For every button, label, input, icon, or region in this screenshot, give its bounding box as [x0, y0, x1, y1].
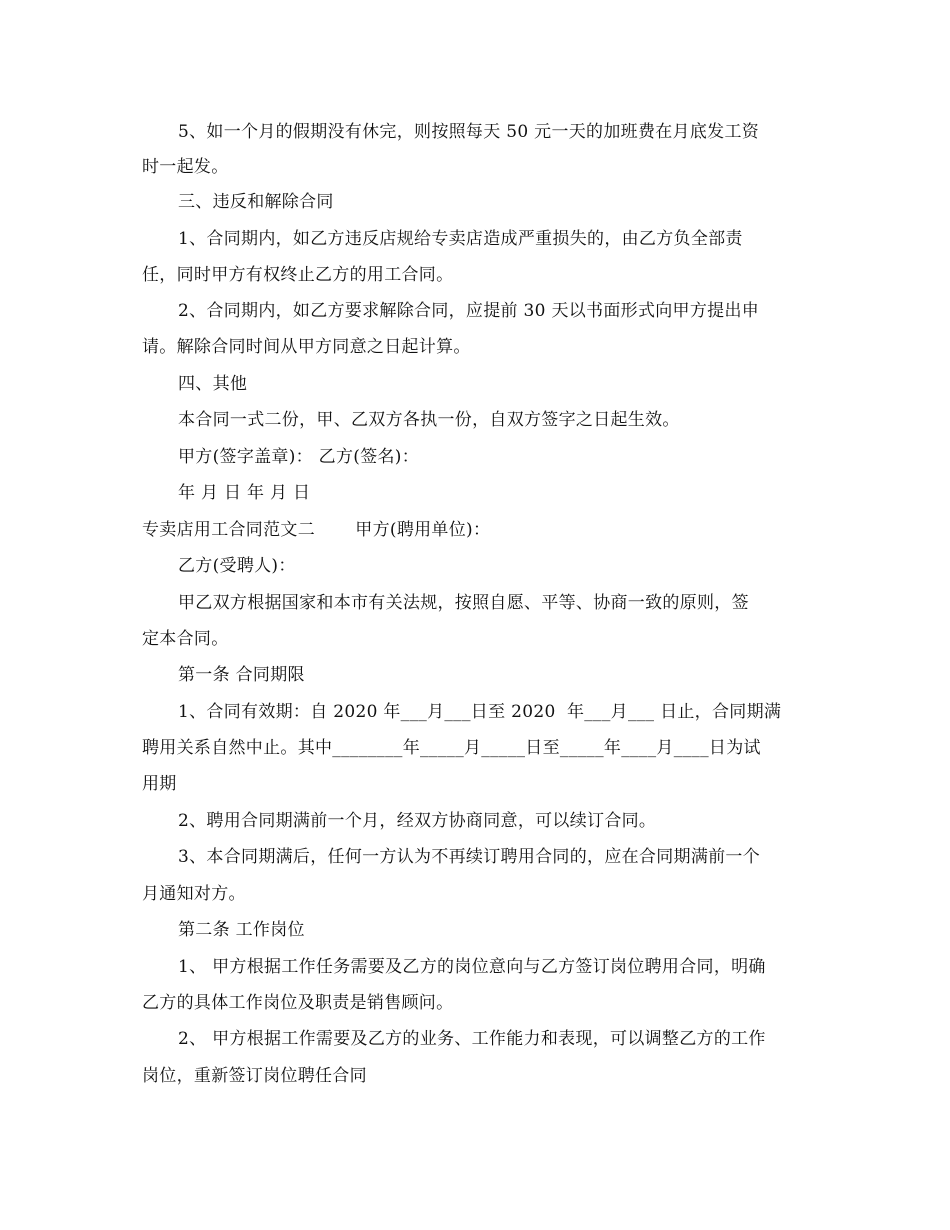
paragraph-line: 请。解除合同时间从甲方同意之日起计算。 — [142, 337, 471, 357]
paragraph-line: 1、 甲方根据工作任务需要及乙方的岗位意向与乙方签订岗位聘用合同，明确 — [178, 957, 766, 977]
article-heading: 第一条 合同期限 — [178, 665, 305, 685]
paragraph-line: 岗位，重新签订岗位聘任合同 — [142, 1066, 367, 1086]
signature-line: 甲方(签字盖章)： 乙方(签名)： — [178, 447, 420, 467]
paragraph-line: 任，同时甲方有权终止乙方的用工合同。 — [142, 265, 454, 285]
paragraph-line: 定本合同。 — [142, 629, 229, 649]
article-heading: 第二条 工作岗位 — [178, 920, 305, 940]
paragraph-line: 2、 甲方根据工作需要及乙方的业务、工作能力和表现，可以调整乙方的工作 — [178, 1029, 766, 1049]
document-title-line: 专卖店用工合同范文二 甲方(聘用单位)： — [142, 520, 491, 540]
paragraph-line: 1、合同有效期：自 2020 年___月___日至 2020 年___月___ 日止，合同期满 — [178, 702, 782, 722]
paragraph-line: 甲乙双方根据国家和本市有关法规，按照自愿、平等、协商一致的原则，签 — [178, 593, 749, 613]
paragraph-line: 用期 — [142, 774, 177, 794]
section-heading: 三、违反和解除合同 — [178, 192, 334, 212]
paragraph-line: 3、本合同期满后，任何一方认为不再续订聘用合同的，应在合同期满前一个 — [178, 847, 761, 867]
paragraph-line: 时一起发。 — [142, 157, 229, 177]
paragraph-line: 乙方的具体工作岗位及职责是销售顾问。 — [142, 993, 454, 1013]
paragraph-line: 聘用关系自然中止。其中________年_____月_____日至_____年____月____日为试 — [142, 738, 761, 758]
paragraph-line: 2、合同期内，如乙方要求解除合同，应提前 30 天以书面形式向甲方提出申 — [178, 301, 760, 321]
paragraph-line: 5、如一个月的假期没有休完，则按照每天 50 元一天的加班费在月底发工资 — [178, 122, 760, 142]
paragraph-line: 1、合同期内，如乙方违反店规给专卖店造成严重损失的，由乙方负全部责 — [178, 229, 743, 249]
paragraph-line: 月通知对方。 — [142, 884, 246, 904]
section-heading: 四、其他 — [178, 374, 248, 394]
paragraph-line: 2、聘用合同期满前一个月，经双方协商同意，可以续订合同。 — [178, 811, 657, 831]
date-line: 年 月 日 年 月 日 — [178, 483, 311, 503]
paragraph-line: 本合同一式二份，甲、乙双方各执一份，自双方签字之日起生效。 — [178, 410, 680, 430]
paragraph-line: 乙方(受聘人)： — [178, 556, 296, 576]
